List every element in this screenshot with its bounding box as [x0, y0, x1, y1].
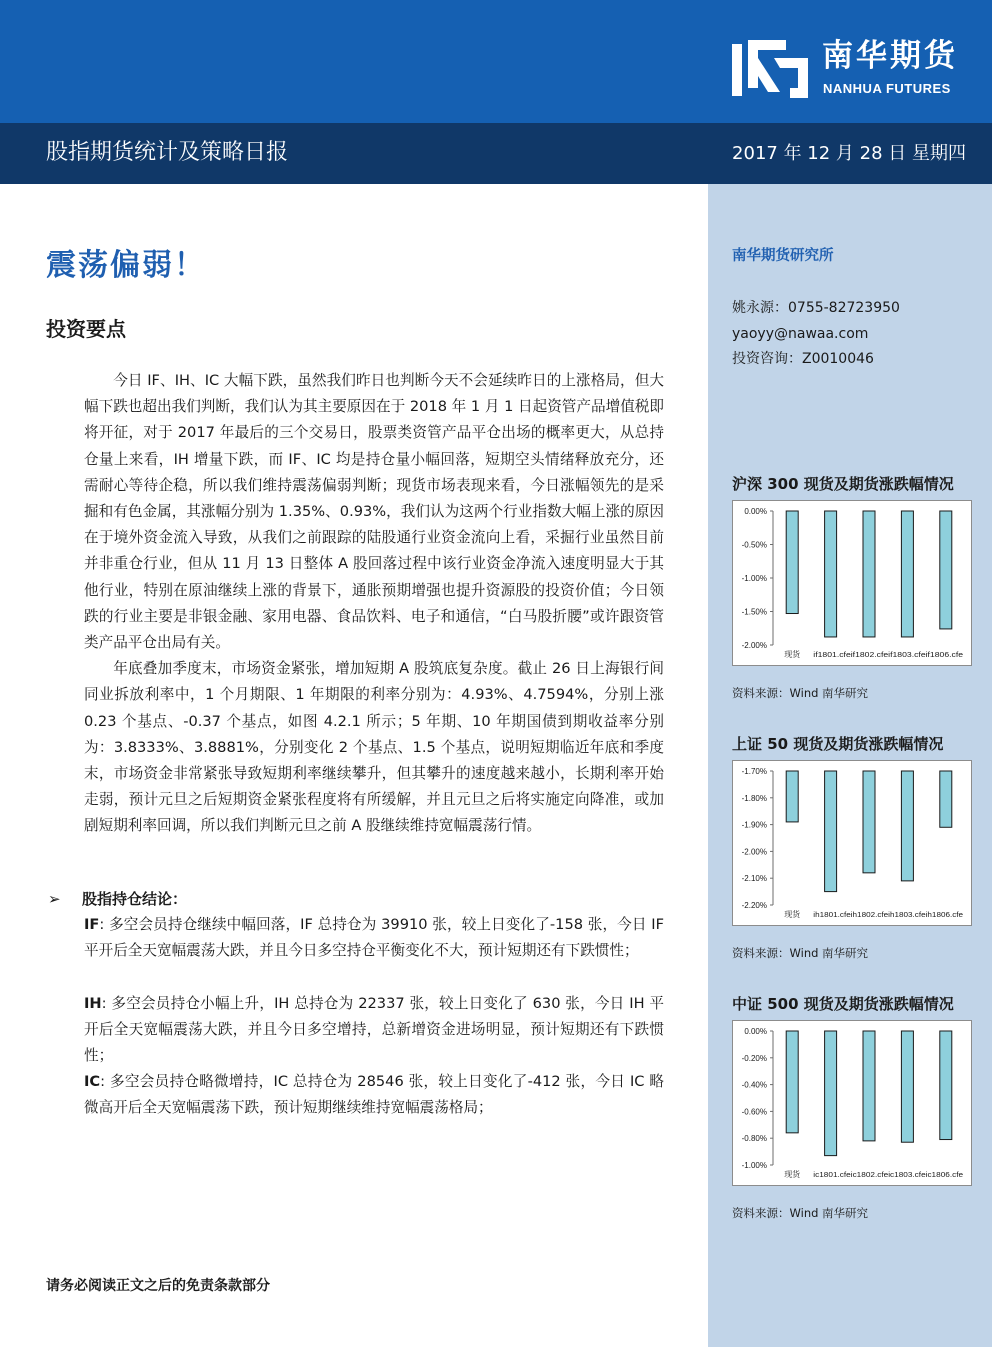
- holding-item-ic: [84, 1069, 664, 1121]
- bar-if1803.cfe: [901, 511, 913, 637]
- chart-source-zz500: 资料来源：Wind 南华研究: [732, 1206, 869, 1220]
- bar-ic1801.cfe: [825, 1031, 837, 1156]
- x-tick-label: ic1801.cfeic1802.cfeic1803.cfeic1806.cfe: [813, 1170, 964, 1179]
- chart-zz500: [732, 1020, 972, 1186]
- y-tick-label: -1.50%: [741, 607, 767, 617]
- disclaimer-note: 请务必阅读正文之后的免责条款部分: [46, 1278, 270, 1294]
- bar-现货: [786, 771, 798, 822]
- bar-现货: [786, 1031, 798, 1133]
- nanhua-logo: [728, 36, 978, 102]
- chart-sz50-plot: [733, 761, 971, 925]
- holding-code: IC: [84, 1073, 101, 1090]
- bar-if1801.cfe: [825, 511, 837, 637]
- bar-ih1806.cfe: [940, 771, 952, 827]
- y-tick-label: -0.80%: [741, 1134, 767, 1144]
- holding-separator: :: [99, 916, 110, 933]
- chart-title-hs300: 沪深 300 现货及期货涨跌幅情况: [732, 475, 954, 493]
- logo-chinese-text: 南华期货: [822, 38, 958, 74]
- y-tick-label: -1.70%: [741, 767, 767, 776]
- y-tick-label: 0.00%: [744, 1027, 767, 1036]
- holding-text: 多空会员持仓略微增持，IC 总持仓为 28546 张，较上日变化了-412 张，今日 IC 略微高开后全天宽幅震荡下跌，预计短期继续维持宽幅震荡格局；: [84, 1073, 665, 1117]
- y-tick-label: -1.00%: [741, 1161, 767, 1170]
- bar-if1806.cfe: [940, 511, 952, 629]
- y-tick-label: -1.90%: [741, 820, 767, 830]
- bar-ih1801.cfe: [825, 771, 837, 892]
- logo-english-text: NANHUA FUTURES: [823, 81, 951, 96]
- holding-code: IH: [84, 995, 102, 1012]
- chart-sz50: [732, 760, 972, 926]
- research-institute: 南华期货研究所: [732, 248, 834, 264]
- y-tick-label: -0.20%: [741, 1053, 767, 1063]
- chart-title-zz500: 中证 500 现货及期货涨跌幅情况: [732, 995, 954, 1013]
- y-tick-label: -1.00%: [741, 574, 767, 583]
- body-paragraph: 年底叠加季度末，市场资金紧张，增加短期 A 股筑底复杂度。截止 26 日上海银行间同业拆放利率中，1 个月期限、1 年期限的利率分别为：4.93%、4.7594%，分别上涨 0.23 个基点、-0.37 个基点，如图 4.2.1 所示；5 年期、10 年期国债到期收益率分别为：3.8333%、3.8881%，分别变化 2 个基点、1.5 个基点，说明短期临近年底和季度末，市场资金非常紧张导致短期利率继续攀升，但其攀升的速度越来越小，长期利率开始走弱，预计元旦之后短期资金紧张程度将有所缓解，并且元旦之后将实施定向降准，或加剧短期利率回调，所以我们判断元旦之前 A 股继续维持宽幅震荡行情。: [84, 660, 664, 835]
- holdings-conclusion-title: 股指持仓结论：: [82, 890, 188, 908]
- holding-text: 多空会员持仓继续中幅回落，IF 总持仓为 39910 张，较上日变化了-158 张，今日 IF 平开后全天宽幅震荡大跌，并且今日多空持仓平衡变化不大，预计短期还有下跌惯性；: [84, 916, 665, 960]
- analyst-contact: 姚永源：0755-82723950: [732, 300, 900, 316]
- chart-hs300-plot: [733, 501, 971, 665]
- x-tick-label: 现货: [784, 1170, 801, 1179]
- bar-ih1802.cfe: [863, 771, 875, 873]
- holding-item-ih: [84, 991, 664, 1070]
- chart-zz500-plot: [733, 1021, 971, 1185]
- headline: 震荡偏弱！: [46, 248, 206, 283]
- body-text: [84, 368, 664, 840]
- x-tick-label: if1801.cfeif1802.cfeif1803.cfeif1806.cfe: [813, 650, 964, 659]
- bar-ic1802.cfe: [863, 1031, 875, 1141]
- y-tick-label: -0.40%: [741, 1080, 767, 1090]
- holding-separator: :: [101, 995, 112, 1012]
- x-tick-label: 现货: [784, 910, 801, 919]
- nanhua-logo-icon: [728, 36, 812, 102]
- chart-source-sz50: 资料来源：Wind 南华研究: [732, 946, 869, 960]
- x-tick-label: ih1801.cfeih1802.cfeih1803.cfeih1806.cfe: [813, 910, 964, 919]
- bar-ic1806.cfe: [940, 1031, 952, 1140]
- y-tick-label: -0.60%: [741, 1107, 767, 1117]
- report-date: 2017 年 12 月 28 日 星期四: [732, 143, 966, 164]
- arrow-bullet-icon: ➢: [48, 890, 61, 908]
- y-tick-label: -2.00%: [741, 641, 767, 650]
- holding-item-if: [84, 912, 664, 964]
- y-tick-label: 0.00%: [744, 507, 767, 516]
- body-paragraph: 今日 IF、IH、IC 大幅下跌，虽然我们昨日也判断今天不会延续昨日的上涨格局，但大幅下跌也超出我们判断，我们认为其主要原因在于 2018 年 1 月 1 日起资管产品增值税即将开征，对于 2017 年最后的三个交易日，股票类资管产品平仓出场的概率更大，从总持仓量上来看，IH 增量下跌，而 IF、IC 均是持仓量小幅回落，短期空头情绪释放充分，还需耐心等待企稳，所以我们维持震荡偏弱判断；现货市场表现来看，今日涨幅领先的是采掘和有色金属，其涨幅分别为 1.35%、0.93%，我们认为这两个行业指数大幅上涨的原因在于境外资金流入导致，从我们之前跟踪的陆股通行业资金流向上看，采掘行业虽然目前并非重仓行业，但从 11 月 13 日整体 A 股回落过程中该行业资金净流入速度明显大于其他行业，特别在原油继续上涨的背景下，通胀预期增强也提升资源股的投资价值；今日领跌的行业主要是非银金融、家用电器、食品饮料、电子和通信，“白马股折腰”或许跟资管类产品平仓出局有关。: [84, 372, 664, 652]
- y-tick-label: -1.80%: [741, 793, 767, 803]
- holding-separator: :: [100, 1073, 110, 1090]
- bar-ih1803.cfe: [901, 771, 913, 881]
- analyst-email: yaoyy@nawaa.com: [732, 326, 869, 342]
- chart-title-sz50: 上证 50 现货及期货涨跌幅情况: [732, 735, 944, 753]
- chart-source-hs300: 资料来源：Wind 南华研究: [732, 686, 869, 700]
- report-title: 股指期货统计及策略日报: [46, 140, 289, 165]
- chart-hs300: [732, 500, 972, 666]
- y-tick-label: -0.50%: [741, 540, 767, 550]
- holding-code: IF: [84, 916, 100, 933]
- section-title: 投资要点: [46, 317, 126, 341]
- holdings-conclusion-heading: [48, 886, 187, 912]
- bar-ic1803.cfe: [901, 1031, 913, 1142]
- y-tick-label: -2.00%: [741, 847, 767, 857]
- holding-text: 多空会员持仓小幅上升，IH 总持仓为 22337 张，较上日变化了 630 张，今日 IH 平开后全天宽幅震荡大跌，并且今日多空增持，总新增资金进场明显，预计短期还有下跌惯性；: [84, 995, 665, 1065]
- x-tick-label: 现货: [784, 650, 801, 659]
- y-tick-label: -2.10%: [741, 874, 767, 884]
- bar-if1802.cfe: [863, 511, 875, 637]
- bar-现货: [786, 511, 798, 614]
- license-number: 投资咨询：Z0010046: [732, 351, 874, 367]
- y-tick-label: -2.20%: [741, 901, 767, 910]
